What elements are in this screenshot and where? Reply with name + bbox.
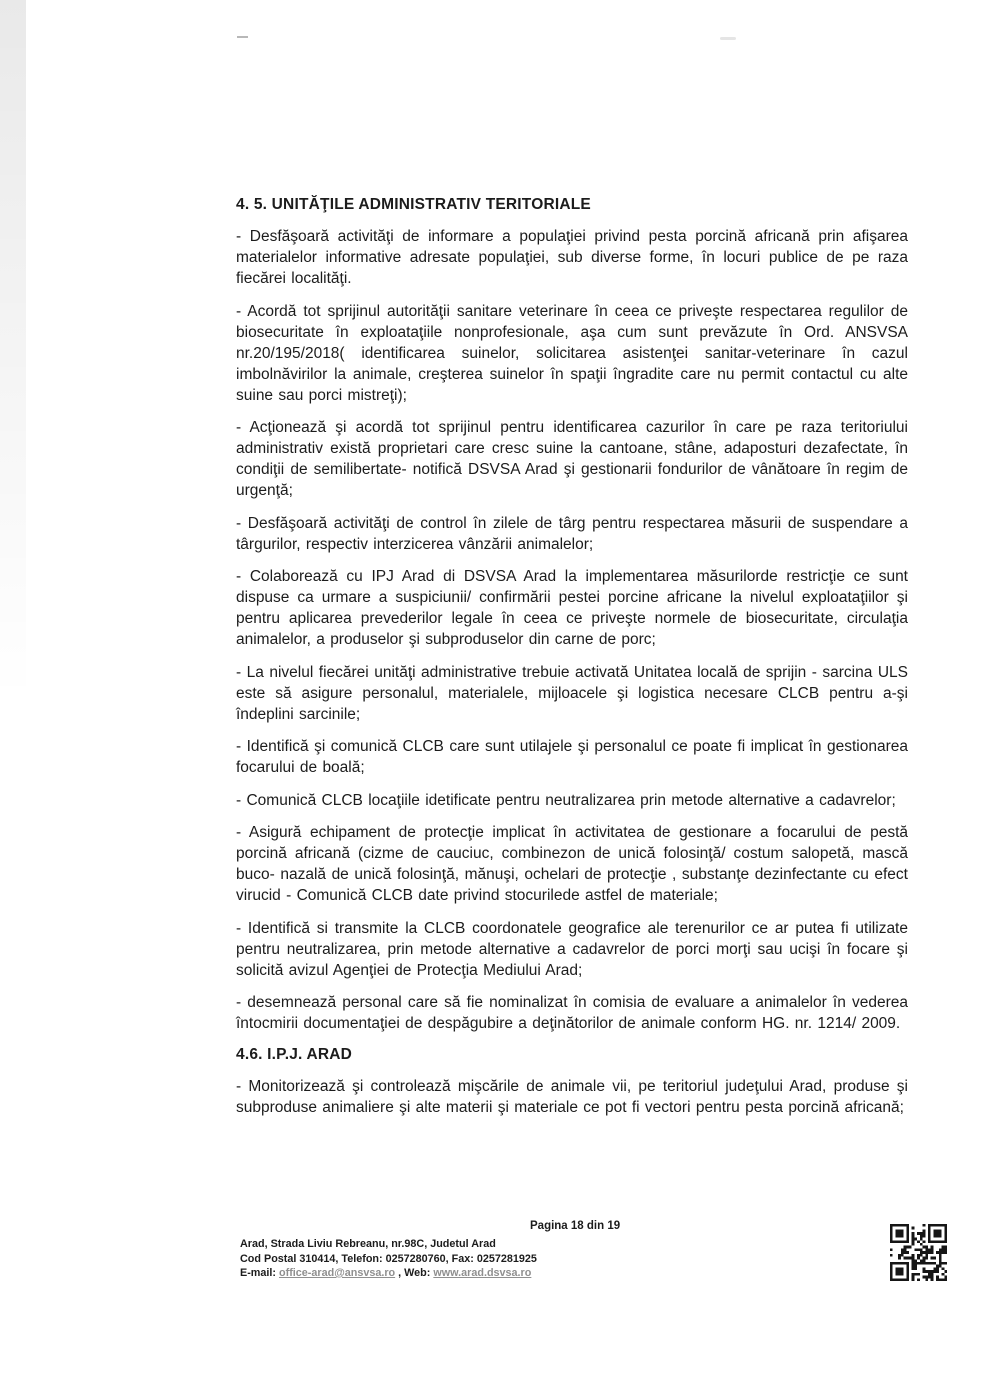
- body-paragraph: - desemnează personal care să fie nominalizat în comisia de evaluare a animalelor în vederea întocmirii documentaţiei de despăgubire a deţinătorilor de animale conform HG. nr. 1214/ 2009.: [236, 994, 908, 1032]
- body-paragraph: - Identifică si transmite la CLCB coordonatele geografice ale terenurilor ce ar putea fi utilizate pentru neutralizarea, prin metode alternative a cadavrelor de porci morţi sau ucişi în focare şi solicită avizul Agenţiei de Protecţia Mediului Arad;: [236, 919, 908, 979]
- body-paragraph: - Identifică şi comunică CLCB care sunt utilajele şi personalul ce poate fi implicat în gestionarea focarului de boală;: [236, 738, 908, 776]
- document-body: [236, 196, 908, 1129]
- scan-artifact: [720, 37, 736, 40]
- scan-artifact: [237, 36, 248, 38]
- body-paragraph: - Colaborează cu IPJ Arad di DSVSA Arad la implementarea măsurilorde restricţie ce sunt dispuse ca urmare a suspiciunii/ confirmării pestei porcine africane la nivelul exploataţiilor şi pentru aplicarea prevederilor legale în ceea ce priveşte normele de biosecuritate, circulaţia animalelor, a produselor şi subproduselor din carne de porc;: [236, 568, 908, 648]
- footer-address-line2: [240, 1252, 537, 1267]
- body-paragraph: - Asigură echipament de protecţie implicat în activitatea de gestionare a focarului de pestă porcină africană (cizme de cauciuc, combinezon de unică folosinţă/ costum salopetă, mască buco- nazală de unică folosinţă, mănuşi, ochelari de protecţie , substanţe dezinfectante cu efect virucid - Comunică CLCB date privind stocurilede astfel de materiale;: [236, 824, 908, 904]
- section-heading: 4. 5. UNITĂŢILE ADMINISTRATIV TERITORIALE: [236, 196, 591, 213]
- body-paragraph: - Desfăşoară activităţi de informare a populaţiei privind pesta porcină africană prin afişarea materialelor informative adresate populaţiei, sub diverse forme, în locuri publice de pe raza fiecărei localităţi.: [236, 228, 908, 287]
- footer-email-label: E-mail:: [240, 1267, 279, 1279]
- page-number-indicator: Pagina 18 din 19: [530, 1220, 621, 1232]
- section-heading: 4.6. I.P.J. ARAD: [236, 1045, 353, 1063]
- body-paragraph: - Comunică CLCB locaţiile idetificate pentru neutralizarea prin metode alternative a cadavrelor;: [236, 791, 896, 809]
- email-link[interactable]: office-arad@ansvsa.ro: [279, 1267, 396, 1279]
- footer-address-block: [240, 1237, 537, 1281]
- body-paragraph: - Desfăşoară activităţi de control în zilele de târg pentru respectarea măsurii de suspendare a târgurilor, respectiv interzicerea vânzării animalelor;: [236, 514, 908, 553]
- body-paragraph: - Acordă tot sprijinul autorităţii sanitare veterinare în ceea ce priveşte respectarea regulilor de biosecuritate în exploataţiile nonprofesionale, aşa cum sunt prevăzute în Ord. ANSVSA nr.20/195/2018( identificarea suinelor, solicitarea asistenţei sanitar-veterinare în cazul imbolnăvirilor la animale, creşterea suinelor în spaţii îngradite care nu permit contactul cu alte suine sau porci mistreţi);: [236, 302, 908, 404]
- footer-web-label: Web:: [404, 1267, 434, 1279]
- footer-address-line1: Arad, Strada Liviu Rebreanu, nr.98C, Judetul Arad: [240, 1238, 496, 1250]
- footer-contact-line: [240, 1266, 537, 1281]
- qr-code-image: [890, 1224, 947, 1281]
- body-paragraph: - La nivelul fiecărei unităţi administrative trebuie activată Unitatea locală de sprijin - sarcina ULS este să asigure personalul, materialele, mijloacele şi logistica necesare CLCB pentru a-şi îndeplini sarcinile;: [236, 663, 908, 723]
- body-paragraph: - Monitorizează şi controlează mişcările de animale vii, pe teritoriul judeţului Arad, produse şi subproduse animaliere şi alte materii şi materiale ce pot fi vectori pentru pesta porcină africană;: [236, 1077, 908, 1116]
- scan-edge-shadow: [0, 0, 26, 780]
- body-paragraph: - Acţionează şi acordă tot sprijinul pentru identificarea cazurilor în care pe raza teritoriului administrativ există proprietari care cresc suine la cantoane, stâne, adaposturi dezafectate, în condiţii de semilibertate- notifică DSVSA Arad şi gestionarii fondurilor de vânătoare în regim de urgenţă;: [236, 419, 908, 499]
- footer-fax-label: Fax:: [451, 1252, 474, 1265]
- footer-fax-value: 0257281925: [473, 1252, 537, 1265]
- web-link[interactable]: www.arad.dsvsa.ro: [433, 1267, 532, 1279]
- footer-postal-phone: Cod Postal 310414, Telefon: 0257280760,: [240, 1252, 452, 1265]
- footer-links-separator: ,: [395, 1267, 405, 1279]
